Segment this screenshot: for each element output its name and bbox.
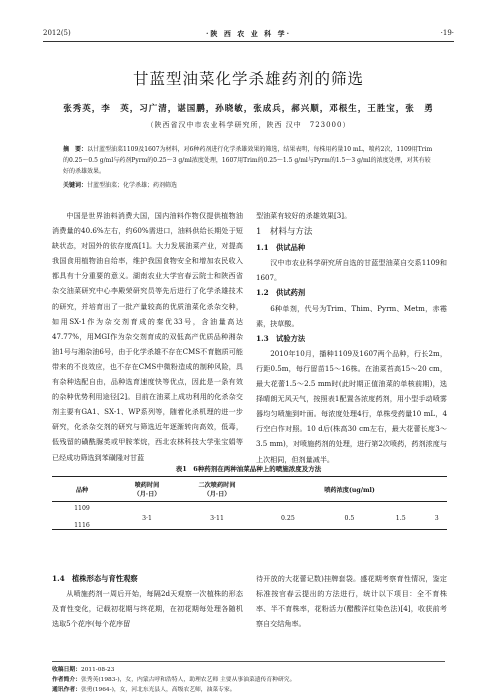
- issue-label: 2012(5): [43, 29, 71, 37]
- subheading-agents: 1.2 供试药剂: [256, 288, 306, 298]
- keywords-text: 甘蓝型油菜；化学杀雄；药剂筛选: [87, 182, 178, 189]
- abstract: [63, 144, 434, 178]
- received-date: [52, 665, 445, 675]
- subheading-observation: 1.4 植株形态与育性观察: [52, 574, 138, 583]
- col-date1-unit: （月·日）: [112, 489, 182, 502]
- cell-conc: 3: [426, 515, 447, 530]
- intro-paragraph: 中国是世界油料消费大国，国内油料作物仅提供植物油消费量的40.6%左右，约60%需进口，油料供给长期处于短缺状态，对国外的依存度高[1]。大力发展油菜产业，对提高我国食用植物油自给率，维护我国食物安全和增加农民收入都具有十分重要的意义。湖南农业大学官春云院士和陕西省杂交油菜研究中心李殿荣研究员等先后进行了化学杀雄技术的研究，并培育出了一批产量较高的优质油菜化杀杂交种，如用SX-1作为杂交剂育成的秦优33号，含油量高达47.77%，用MGI作为杂交剂育成的双低高产优质品种湘杂油1号与湘杂油6号，由于化学杀雄不存在CMS不育胞质可能带来的不良效应，也不存在CMS中微粉造成的制种风险，具有杂种选配自由，品种选育速度快等优点，因此是一条有效的杂种优势利用途径[2]。目前在油菜上成功利用的化杀杂交剂主要有GA1、SX-1、WP系列等，随着化杀机理的进一步研究，化杀杂交剂的研究与筛选近年逐渐转向高效，低毒，低残留的磺酰脲类或甲胺苯烷，西北农林科技大学张宝娟等已经成功筛选到苯磺隆对甘蓝: [52, 211, 243, 462]
- col-date2-unit: （月·日）: [182, 489, 252, 502]
- methods-text: 2010年10月，播种1109及1607两个品种，行长2m，行距0.5m，每行留苗15～16株。在油菜苔高15～20 cm，最大花蕾1.5～2.5 mm时(此时期正值油菜的单核前期)，选择晴朗无风天气，按照表1配置各浓度药剂，用小型手动喷雾器均匀喷施到叶面。每浓度处理4行，单株受药量10 mL，4行空白作对照。10 d后(株高30 cm左右，最大花蕾长度3～3.5 mm)，对喷施药剂的处理，进行第2次喷药，药剂浓度与上次相同，但剂量减半。: [256, 348, 447, 464]
- subheading-varieties: 1.1 供试品种: [256, 243, 306, 253]
- author-bio-label: 作者简介：: [52, 677, 81, 683]
- col-variety: 品种: [52, 477, 112, 502]
- table-row: [52, 502, 447, 516]
- keywords: [63, 180, 434, 189]
- right-column-lower: [256, 571, 447, 631]
- left-column: [52, 208, 243, 465]
- author-bio-value: 张秀英(1983-)，女，内蒙古呼和浩特人，助理农艺师 主要从事油菜遗传育种研究。: [81, 677, 296, 683]
- col-date1: 喷药时间: [112, 477, 182, 490]
- right-column: [256, 208, 447, 467]
- keywords-label: 关键词：: [63, 182, 88, 189]
- agents-text: 6种单剂，代号为Trim、Thim、Pyrm、Metm，赤霉素，抉草酸。: [256, 303, 447, 328]
- cell-variety: 1109: [74, 505, 90, 512]
- page-number: ·19·: [440, 29, 454, 37]
- running-header: [43, 29, 454, 42]
- cell-date1: 3·1: [112, 515, 182, 530]
- observation-continued: 待开放的大花蕾记数)挂牌套袋。盛花期考察育性情况，鉴定标准按官春云提出的方法进行，统计以下项目：全不育株率、半不育株率，花粉活力(醋酸洋红染色法)[4]，收获前考察自交结角率。: [256, 574, 447, 629]
- intro-end: 型油菜有较好的杀雄效果[3]。: [256, 211, 352, 220]
- cell-conc: 0.25: [252, 515, 324, 530]
- abstract-label: 摘 要：: [63, 146, 88, 153]
- cell-conc: [426, 502, 447, 516]
- table-row: [52, 515, 447, 530]
- cell-variety: 1116: [52, 515, 112, 530]
- cell-conc: [324, 502, 375, 516]
- received-label: 收稿日期：: [52, 667, 81, 673]
- cell-date1: [112, 502, 182, 516]
- cell-date2: [182, 502, 252, 516]
- subheading-methods: 1.3 试验方法: [256, 333, 306, 343]
- author-bio: [52, 675, 445, 685]
- left-column-lower: [52, 571, 243, 631]
- varieties-text: 汉中市农业科学研究所自选的甘蓝型油菜自交系1109和1607。: [256, 258, 447, 283]
- table-caption: 表1 6种药剂在两种油菜品种上的喷施浓度及方法: [175, 465, 322, 473]
- footnote: [52, 661, 445, 695]
- corresponding-label: 通讯作者：: [52, 687, 81, 693]
- received-value: 2011-08-23: [81, 667, 115, 673]
- journal-name: ·陕 西 农 业 科 学·: [205, 29, 292, 38]
- observation-text: 从喷施药剂一周后开始，每隔2d天观察一次植株的形态及育性变化，记载初花期与终花期，在初花期每处理各随机选取5个花序(每个花序留: [52, 589, 243, 629]
- section-heading-materials: 1 材料与方法: [256, 227, 313, 238]
- cell-conc: 0.5: [324, 515, 375, 530]
- col-concentration: 喷药浓度(ug/ml): [252, 477, 447, 502]
- cell-conc: [252, 502, 324, 516]
- cell-conc: [375, 502, 426, 516]
- cell-date2: 3·11: [182, 515, 252, 530]
- affiliation: （陕西省汉中市农业科学研究所，陕西 汉中 723000）: [146, 121, 351, 129]
- concentration-table: [52, 476, 447, 530]
- corresponding-author: [52, 685, 445, 695]
- paper-title: 甘蓝型油菜化学杀雄药剂的筛选: [132, 70, 364, 88]
- col-date2: 二次喷药时间: [182, 477, 252, 490]
- author-list: 张秀英，李 英，习广清，谌国鹏，孙晓敏，张成兵，郝兴顺，邓根生，王胜宝，张 勇: [63, 104, 434, 114]
- cell-conc: 1.5: [375, 515, 426, 530]
- abstract-text: 以甘蓝型油菜1109及1607为材料，对6种药剂进行化学杀雄效果的筛选，结果表明，每株用药量10 mL，喷药2次，1109用Trim的0.25～0.5 g/ml与药剂Pyrm的0.25～3 g/ml浓度处理，1607用Trim的0.25～1.5 g/ml与Pyrm的1.5～3 g/ml的浓度处理，对其有较好的杀雄效果。: [63, 146, 433, 176]
- corresponding-value: 张勇(1964-)，女，河北东光县人，高级农艺师，油菜专家。: [81, 687, 236, 693]
